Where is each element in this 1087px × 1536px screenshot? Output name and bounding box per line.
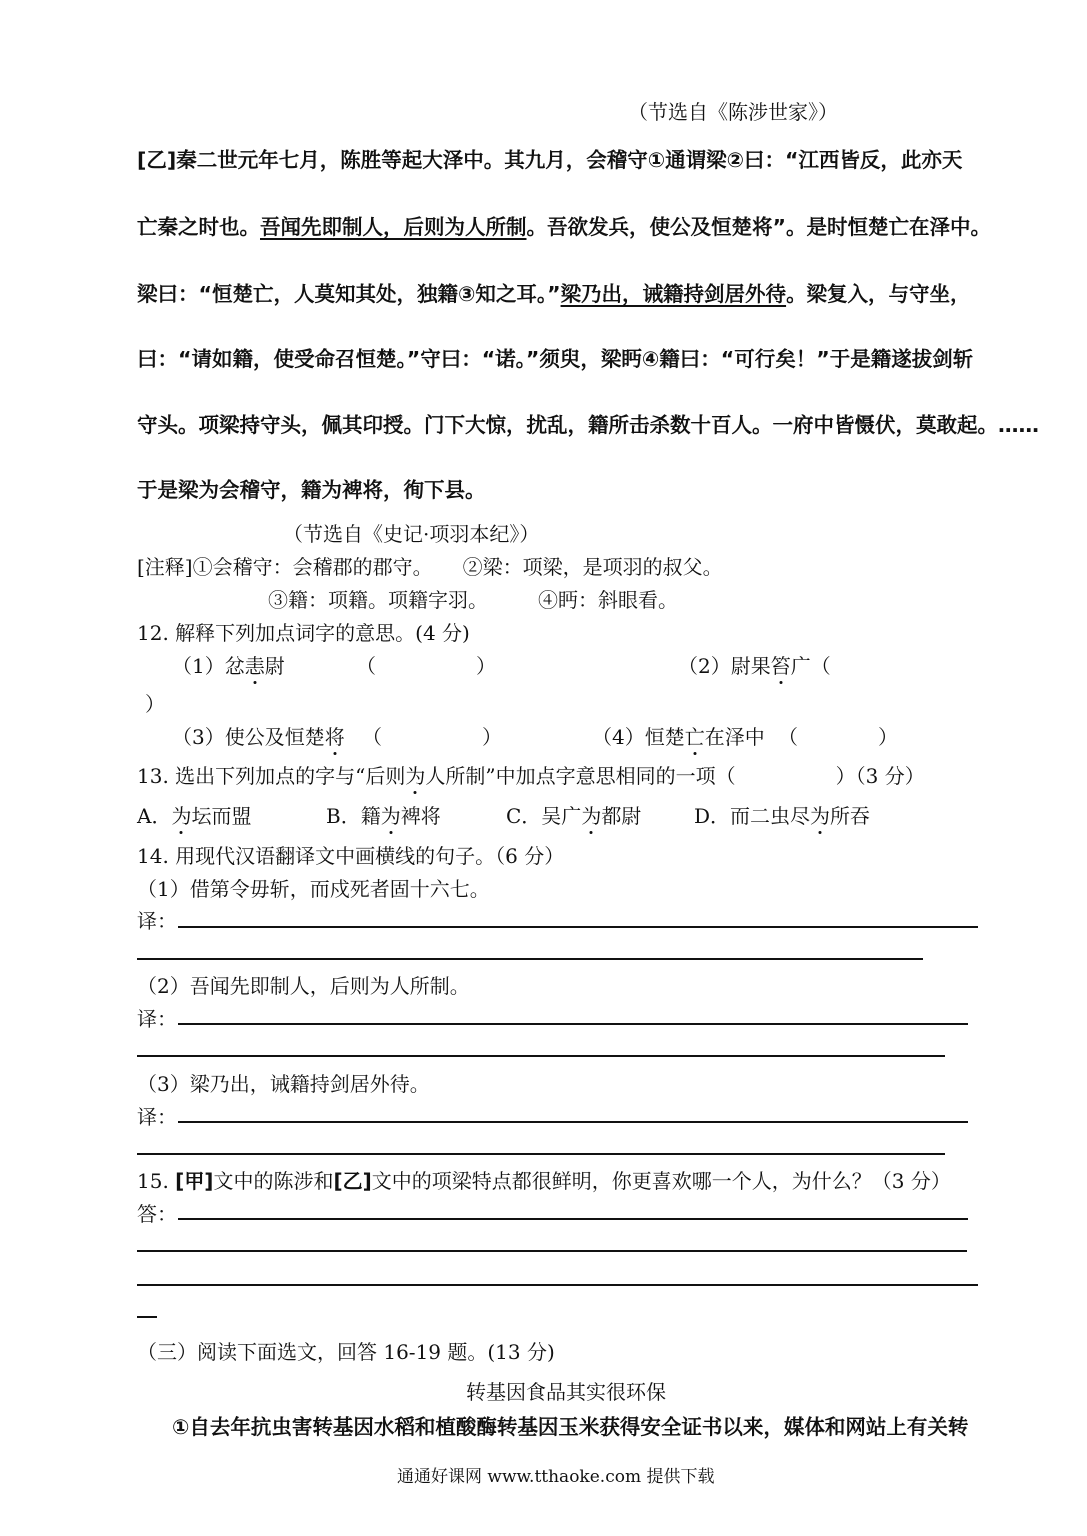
passage-yi-line-2 xyxy=(137,210,991,240)
page-footer: 通通好课网 www.tthaoke.com 提供下载 xyxy=(397,1467,715,1487)
option-b[interactable] xyxy=(326,800,441,829)
option-a[interactable] xyxy=(137,800,251,829)
answer-line[interactable] xyxy=(137,1153,945,1155)
item-text: （2）尉果 xyxy=(678,654,771,678)
passage-yi-line-3 xyxy=(137,277,971,307)
passage-yi-line-4: 曰：“请如籍，使受命召恒楚。”守曰：“诺。”须臾，梁眄④籍曰：“可行矣！”于是籍遂拔剑斩 xyxy=(137,347,974,371)
passage-yi-line-5: 守头。项梁持守头，佩其印授。门下大惊，扰乱，籍所击杀数十百人。一府中皆慑伏，莫敢起。…… xyxy=(137,413,1039,437)
option-text: 所吞 xyxy=(830,804,871,828)
dotted-char: 为 xyxy=(581,804,602,828)
dotted-char: 为 xyxy=(171,804,192,828)
answer-line[interactable] xyxy=(137,1250,967,1252)
dotted-char: 为 xyxy=(380,804,401,828)
question-15-title xyxy=(137,1165,951,1194)
option-label: C．吴广 xyxy=(506,804,582,828)
article-paragraph-1: ①自去年抗虫害转基因水稻和植酸酶转基因玉米获得安全证书以来，媒体和网站上有关转 xyxy=(172,1415,969,1439)
answer-line[interactable] xyxy=(178,926,978,928)
dotted-char: 将 xyxy=(324,725,345,749)
item-text: 在泽中 xyxy=(704,725,765,749)
passage-ref-jia: [甲] xyxy=(175,1169,214,1193)
passage-text: 亡秦之时也。 xyxy=(137,215,260,239)
answer-label: 答： xyxy=(137,1202,177,1226)
passage-text: 。梁复入，与守坐， xyxy=(786,282,971,306)
option-text: 坛而盟 xyxy=(191,804,252,828)
answer-line[interactable] xyxy=(137,1316,157,1318)
item-text: 15. xyxy=(137,1169,176,1193)
question-12-item-2 xyxy=(678,650,831,679)
question-14-title: 14. 用现代汉语翻译文中画横线的句子。（6 分） xyxy=(137,844,565,868)
answer-line[interactable] xyxy=(178,1023,968,1025)
item-text: 尉 xyxy=(264,654,285,678)
source-citation-top: （节选自《陈涉世家》） xyxy=(628,100,838,124)
article-title: 转基因食品其实很环保 xyxy=(466,1380,666,1404)
translation-label-3: 译： xyxy=(137,1105,177,1129)
question-12-blank-1[interactable]: （ ） xyxy=(356,654,496,678)
dotted-char: 为 xyxy=(810,804,831,828)
answer-line[interactable] xyxy=(137,1055,945,1057)
question-12-item-1 xyxy=(172,650,285,679)
annotation-line-2: ③籍：项籍。项籍字羽。 ④眄：斜眼看。 xyxy=(268,588,678,612)
annotation-line-1: [注释]①会稽守：会稽郡的郡守。 ②梁：项梁，是项羽的叔父。 xyxy=(137,555,723,579)
passage-yi-line-6: 于是梁为会稽守，籍为裨将，徇下县。 xyxy=(137,478,486,502)
item-text: （4）恒楚 xyxy=(592,725,685,749)
question-14-sentence-2: （2）吾闻先即制人，后则为人所制。 xyxy=(137,974,470,998)
answer-line[interactable] xyxy=(137,958,923,960)
answer-line[interactable] xyxy=(178,1121,968,1123)
question-12-title: 12. 解释下列加点词字的意思。(4 分) xyxy=(137,621,470,645)
dotted-char: 笞 xyxy=(770,654,791,678)
underlined-sentence-1: 吾闻先即制人，后则为人所制 xyxy=(260,215,527,239)
underlined-sentence-2: 梁乃出，诫籍持剑居外待 xyxy=(560,282,787,306)
item-text: 13. 选出下列加点的字与“后则 xyxy=(137,764,406,788)
dotted-char: 恚 xyxy=(244,654,265,678)
answer-line[interactable] xyxy=(178,1218,968,1220)
option-text: 都尉 xyxy=(601,804,642,828)
question-14-sentence-3: （3）梁乃出，诫籍持剑居外待。 xyxy=(137,1072,430,1096)
item-text: （1）忿 xyxy=(172,654,245,678)
item-text: 广（ xyxy=(790,654,831,678)
translation-label-1: 译： xyxy=(137,909,177,933)
option-label: B．籍 xyxy=(326,804,381,828)
answer-line[interactable] xyxy=(137,1284,978,1286)
question-14-sentence-1: （1）借第令毋斩，而戍死者固十六七。 xyxy=(137,877,490,901)
question-12-item-3 xyxy=(172,721,345,750)
passage-text: 。吾欲发兵，使公及恒楚将”。是时恒楚亡在泽中。 xyxy=(526,215,991,239)
question-12-blank-3[interactable]: （ ） xyxy=(362,725,502,749)
source-citation-mid: （节选自《史记·项羽本纪》） xyxy=(283,522,540,546)
item-text: （3）使公及恒楚 xyxy=(172,725,325,749)
option-d[interactable] xyxy=(694,800,870,829)
question-12-item-4 xyxy=(592,721,765,750)
passage-text: 梁曰：“恒楚亡，人莫知其处，独籍③知之耳。” xyxy=(137,282,561,306)
item-text: 文中的陈涉和 xyxy=(213,1169,334,1193)
dotted-char: 为 xyxy=(405,764,426,788)
option-label: D．而二虫尽 xyxy=(694,804,811,828)
question-12-blank-2-close[interactable]: ） xyxy=(145,692,165,716)
item-text: 文中的项梁特点都很鲜明，你更喜欢哪一个人，为什么？（3 分） xyxy=(371,1169,951,1193)
option-label: A． xyxy=(137,804,172,828)
translation-label-2: 译： xyxy=(137,1007,177,1031)
dotted-char: 亡 xyxy=(684,725,705,749)
question-12-blank-4[interactable]: （ ） xyxy=(778,725,898,749)
passage-ref-yi: [乙] xyxy=(333,1169,372,1193)
question-13-title xyxy=(137,760,925,789)
passage-yi-line-1: [乙]秦二世元年七月，陈胜等起大泽中。其九月，会稽守①通谓梁②曰：“江西皆反，此亦天 xyxy=(137,148,963,172)
option-c[interactable] xyxy=(506,800,641,829)
option-text: 裨将 xyxy=(400,804,441,828)
section-3-heading: （三）阅读下面选文，回答 16-19 题。(13 分) xyxy=(137,1340,555,1364)
item-text: 人所制”中加点字意思相同的一项（ ）（3 分） xyxy=(425,764,925,788)
